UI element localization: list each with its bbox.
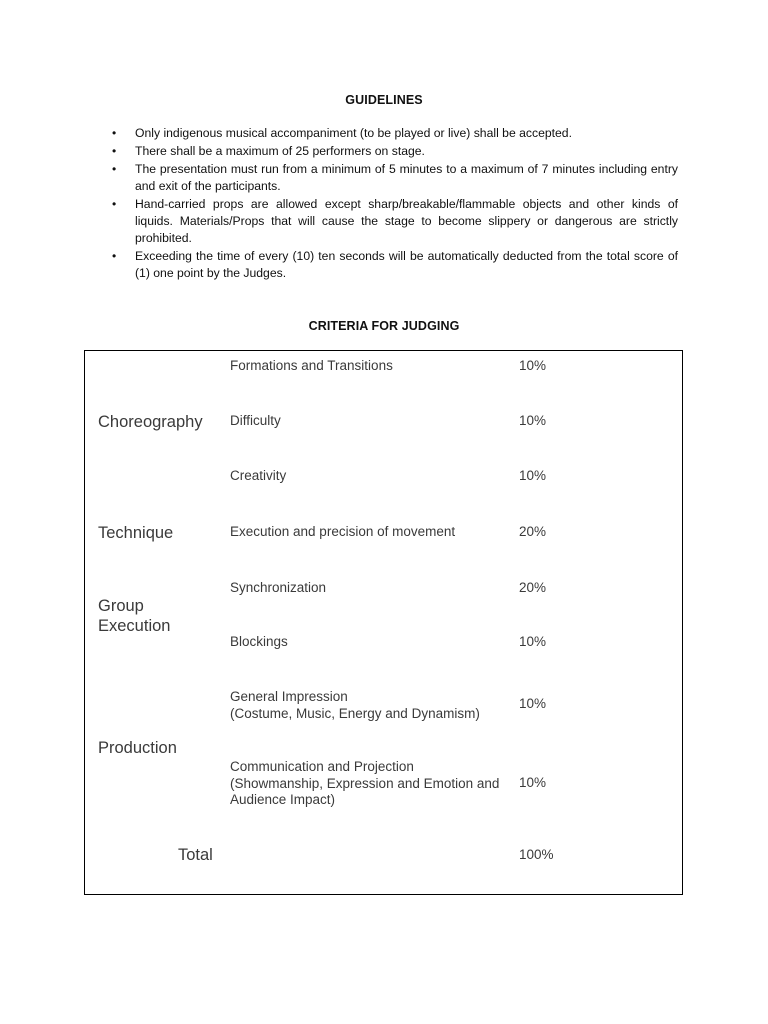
criterion-percent: 10% <box>519 468 547 483</box>
criterion-label-line1: General Impression <box>230 689 348 704</box>
criteria-table <box>84 350 683 895</box>
list-item <box>110 125 678 142</box>
criterion-percent: 10% <box>519 358 547 373</box>
category-technique: Technique <box>98 524 174 542</box>
category-group-execution <box>98 596 170 636</box>
criterion-label: Difficulty <box>230 413 281 428</box>
criterion-label <box>230 689 480 722</box>
list-item <box>110 196 678 248</box>
criterion-percent: 10% <box>519 413 547 428</box>
category-choreography: Choreography <box>98 413 203 431</box>
criterion-percent: 10% <box>519 634 547 649</box>
list-item <box>110 143 678 160</box>
bullet-icon: • <box>112 143 117 158</box>
criteria-title: CRITERIA FOR JUDGING <box>308 319 460 333</box>
criterion-percent: 10% <box>519 696 547 711</box>
bullet-icon: • <box>112 196 117 211</box>
criterion-percent: 20% <box>519 580 547 595</box>
guideline-text: Hand-carried props are allowed except sharp/breakable/flammable objects and other kinds of liquids. Materials/Props that will cause the stage to become slippery or dangerous are strictly prohibited. <box>135 196 678 246</box>
category-group-execution-line2: Execution <box>98 617 171 635</box>
category-group-execution-line1: Group <box>98 597 144 615</box>
criterion-label-line2: (Showmanship, Expression and Emotion and <box>230 775 500 791</box>
criterion-label: Synchronization <box>230 580 327 595</box>
criterion-label-line3: Audience Impact) <box>230 792 336 807</box>
criterion-label: Blockings <box>230 634 288 649</box>
guideline-text: The presentation must run from a minimum of 5 minutes to a maximum of 7 minutes including entry and exit of the participants. <box>135 161 678 193</box>
bullet-icon: • <box>112 126 117 140</box>
criterion-label: Creativity <box>230 468 287 483</box>
guidelines-title: GUIDELINES <box>345 93 423 107</box>
criterion-label: Execution and precision of movement <box>230 524 456 539</box>
criterion-label-line2: (Costume, Music, Energy and Dynamism) <box>230 705 480 721</box>
bullet-icon: • <box>112 249 117 264</box>
total-label: Total <box>178 846 213 864</box>
guideline-text: Exceeding the time of every (10) ten seconds will be automatically deducted from the total score of (1) one point by the Judges. <box>135 249 678 281</box>
guidelines-list <box>110 125 678 283</box>
category-production: Production <box>98 739 177 757</box>
bullet-icon: • <box>112 161 117 176</box>
criterion-label <box>230 759 499 809</box>
guideline-text: Only indigenous musical accompaniment (to be played or live) shall be accepted. <box>135 126 572 140</box>
list-item <box>110 161 678 196</box>
criterion-label: Formations and Transitions <box>230 358 393 373</box>
guideline-text: There shall be a maximum of 25 performers on stage. <box>135 143 425 158</box>
total-percent: 100% <box>519 847 554 862</box>
list-item <box>110 248 678 283</box>
criterion-percent: 10% <box>519 775 547 790</box>
criterion-percent: 20% <box>519 524 547 539</box>
criterion-label-line1: Communication and Projection <box>230 759 414 774</box>
